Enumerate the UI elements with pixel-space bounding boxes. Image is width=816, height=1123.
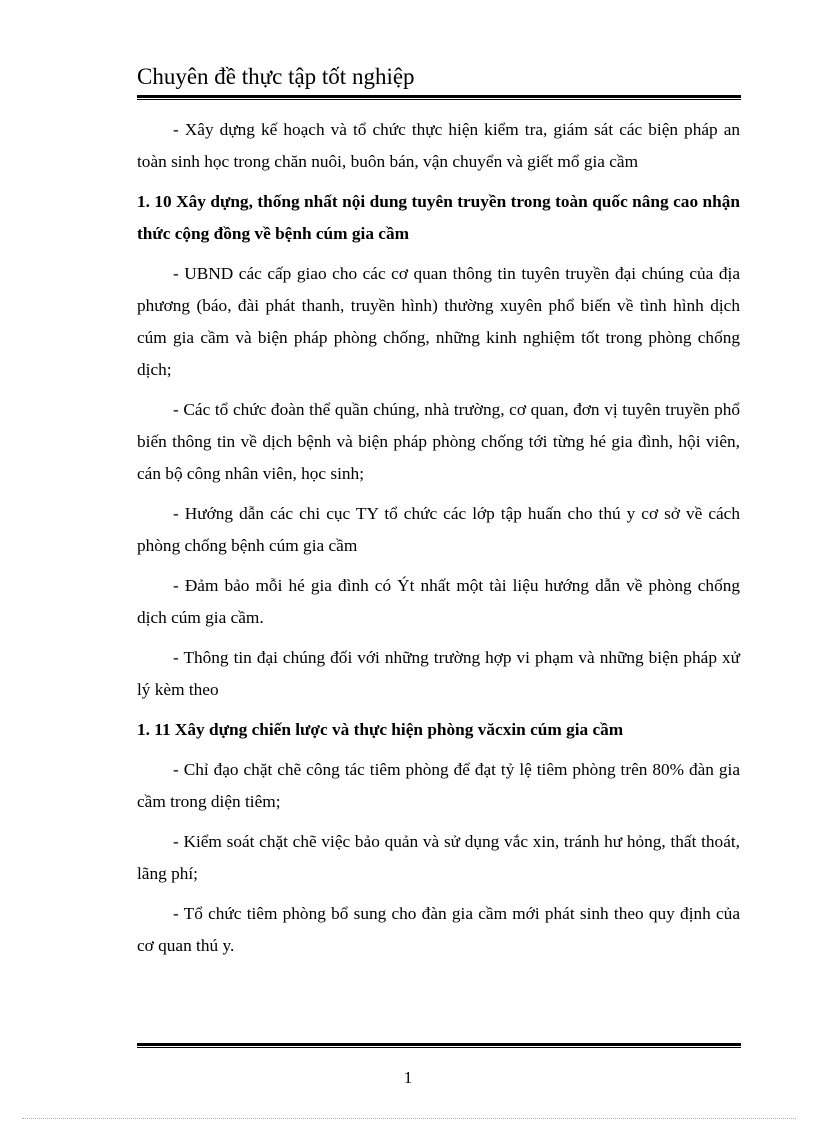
paragraph-vaccination-rate: - Chỉ đạo chặt chẽ công tác tiêm phòng để đạt tỷ lệ tiêm phòng trên 80% đàn gia cầm trong diện tiêm;: [137, 760, 740, 811]
paragraph-ubnd-media: - UBND các cấp giao cho các cơ quan thông tin tuyên truyền đại chúng của địa phương (báo, đài phát thanh, truyền hình) thường xuyên phổ biến về tình hình dịch cúm gia cầm và biện pháp phòng chống, những kinh nghiệm tốt trong phòng chống dịch;: [137, 264, 740, 379]
page-number: 1: [403, 1068, 413, 1087]
footer-rule: [137, 1043, 741, 1048]
page-bottom-dotted-line: [22, 1118, 796, 1119]
paragraph-vaccine-storage: - Kiểm soát chặt chẽ việc bảo quản và sử dụng vắc xin, tránh hư hỏng, thất thoát, lãng phí;: [137, 832, 740, 883]
paragraph-household-materials: - Đảm bảo mỗi hé gia đình có Ýt nhất một tài liệu hướng dẫn về phòng chống dịch cúm gia cầm.: [137, 576, 740, 627]
paragraph-supplementary-vaccination: - Tổ chức tiêm phòng bổ sung cho đàn gia cầm mới phát sinh theo quy định của cơ quan thú y.: [137, 904, 740, 955]
paragraph-biosecurity-plan: - Xây dựng kế hoạch và tổ chức thực hiện kiểm tra, giám sát các biện pháp an toàn sinh học trong chăn nuôi, buôn bán, vận chuyển và giết mổ gia cầm: [137, 120, 740, 171]
page-header: [137, 62, 742, 92]
header-title: Chuyên đề thực tập tốt nghiệp: [137, 64, 415, 89]
paragraph-violations: - Thông tin đại chúng đối với những trường hợp vi phạm và những biện pháp xử lý kèm theo: [137, 648, 740, 699]
header-rule: [137, 95, 741, 100]
section-heading-1-11: 1. 11 Xây dựng chiến lược và thực hiện phòng văcxin cúm gia cầm: [137, 720, 624, 739]
section-heading-1-10: 1. 10 Xây dựng, thống nhất nội dung tuyên truyền trong toàn quốc nâng cao nhận thức cộng đồng về bệnh cúm gia cầm: [137, 192, 740, 243]
paragraph-training: - Hướng dẫn các chi cục TY tổ chức các lớp tập huấn cho thú y cơ sở về cách phòng chống bệnh cúm gia cầm: [137, 504, 740, 555]
paragraph-organizations: - Các tổ chức đoàn thể quần chúng, nhà trường, cơ quan, đơn vị tuyên truyền phổ biến thông tin về dịch bệnh và biện pháp phòng chống tới từng hé gia đình, hội viên, cán bộ công nhân viên, học sinh;: [137, 400, 740, 483]
page-body: [137, 114, 740, 970]
